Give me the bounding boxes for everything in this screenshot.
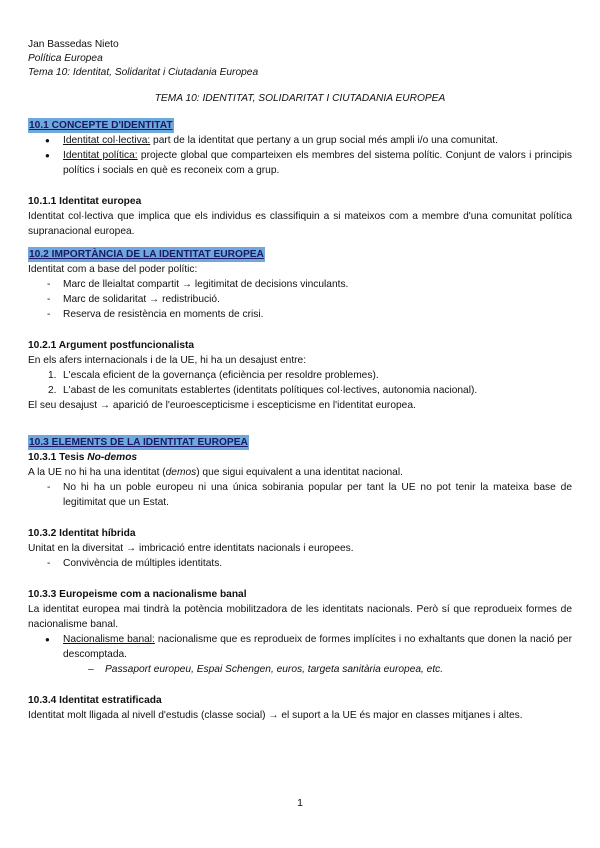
list-number: 2. xyxy=(48,385,57,396)
paragraph: Unitat en la diversitat → imbricació entre identitats nacionals i europees. xyxy=(28,543,354,554)
dash-list xyxy=(28,480,572,510)
paragraph: En els afers internacionals i de la UE, hi ha un desajust entre: xyxy=(28,355,307,366)
list-item xyxy=(28,383,572,398)
subsection-title: 10.3.3 Europeisme com a nacionalisme banal xyxy=(28,589,247,600)
author: Jan Bassedas Nieto xyxy=(28,39,119,50)
dash-list xyxy=(28,277,572,322)
term-definition: nacionalisme que es reprodueix de formes implícites i no exhaltants que donen la nació per descomptada. xyxy=(63,634,572,660)
paragraph: La identitat europea mai tindrà la potència mobilitzadora de les identitats nacionals. Però sí que reprodueix formes de nacionalisme banal. xyxy=(28,604,572,630)
page-number: 1 xyxy=(297,797,303,809)
list-item: - No hi ha un poble europeu ni una única sobirania popular per tant la UE no pot tenir la mateixa base de legitimitat que un Estat. xyxy=(28,480,572,510)
list-item xyxy=(28,133,572,148)
subsection-title-emphasis: No-demos xyxy=(87,452,138,463)
paragraph: El seu desajust → aparició de l'euroescepticisme i escepticisme en l'identitat europea. xyxy=(28,400,416,411)
list-text: L'abast de les comunitats establertes (identitats polítiques col·lectives, autonomia nacional). xyxy=(63,385,478,396)
list-item: - Reserva de resistència en moments de crisi. xyxy=(28,307,572,322)
section-heading-10-1: 10.1 CONCEPTE D'IDENTITAT xyxy=(29,120,173,131)
paragraph: Identitat com a base del poder polític: xyxy=(28,264,198,275)
subsection-title: 10.2.1 Argument postfuncionalista xyxy=(28,340,195,351)
list-item: - Convivència de múltiples identitats. xyxy=(28,556,572,571)
paragraph: Identitat molt lligada al nivell d'estudis (classe social) → el suport a la UE és major en classes mitjanes i altes. xyxy=(28,710,523,721)
term-definition: projecte global que comparteixen els membres del sistema polític. Conjunt de valors i principis polítics i socials en què es reconeix com a grup. xyxy=(63,150,572,176)
list-item xyxy=(28,632,572,662)
dash-list xyxy=(28,556,572,571)
course: Política Europea xyxy=(28,53,103,64)
term: Nacionalisme banal: xyxy=(63,634,155,645)
subsection-title xyxy=(28,450,572,465)
term: Identitat política: xyxy=(63,150,138,161)
bullet-list xyxy=(28,632,572,662)
topic: Tema 10: Identitat, Solidaritat i Ciutadania Europea xyxy=(28,67,259,78)
subsection-title: 10.3.4 Identitat estratificada xyxy=(28,695,162,706)
list-item xyxy=(28,148,572,178)
subsection-title: 10.3.2 Identitat híbrida xyxy=(28,528,136,539)
text: A la UE no hi ha una identitat ( xyxy=(28,467,166,478)
term: Identitat col·lectiva: xyxy=(63,135,151,146)
emphasis: demos xyxy=(165,467,197,478)
doc-title: TEMA 10: IDENTITAT, SOLIDARITAT I CIUTADANIA EUROPEA xyxy=(154,93,446,104)
term-definition: part de la identitat que pertany a un grup social més ampli i/o una comunitat. xyxy=(150,135,498,146)
subsection-title: 10.1.1 Identitat europea xyxy=(28,196,142,207)
document-page xyxy=(28,38,572,723)
bullet-list xyxy=(28,133,572,178)
list-number: 1. xyxy=(48,370,57,381)
section-heading-10-2: 10.2 IMPORTÀNCIA DE LA IDENTITAT EUROPEA xyxy=(29,249,264,260)
paragraph: Identitat col·lectiva que implica que els individus es classifiquin a si mateixos com a membre d'una comunitat política supranacional europea. xyxy=(28,211,572,237)
list-item: - Marc de solidaritat → redistribució. xyxy=(28,292,572,307)
numbered-list xyxy=(28,368,572,398)
subsection-title-text: 10.3.1 Tesis xyxy=(28,452,88,463)
sub-dash-list xyxy=(28,662,572,677)
list-item xyxy=(28,368,572,383)
list-item: – Passaport europeu, Espai Schengen, euros, targeta sanitària europea, etc. xyxy=(28,662,572,677)
text: ) que sigui equivalent a una identitat nacional. xyxy=(196,467,403,478)
list-text: L'escala eficient de la governança (eficiència per resoldre problemes). xyxy=(63,370,379,381)
document-header xyxy=(28,38,572,80)
paragraph xyxy=(28,465,572,480)
section-heading-10-3: 10.3 ELEMENTS DE LA IDENTITAT EUROPEA xyxy=(29,437,248,448)
list-item: - Marc de lleialtat compartit → legitimitat de decisions vinculants. xyxy=(28,277,572,292)
